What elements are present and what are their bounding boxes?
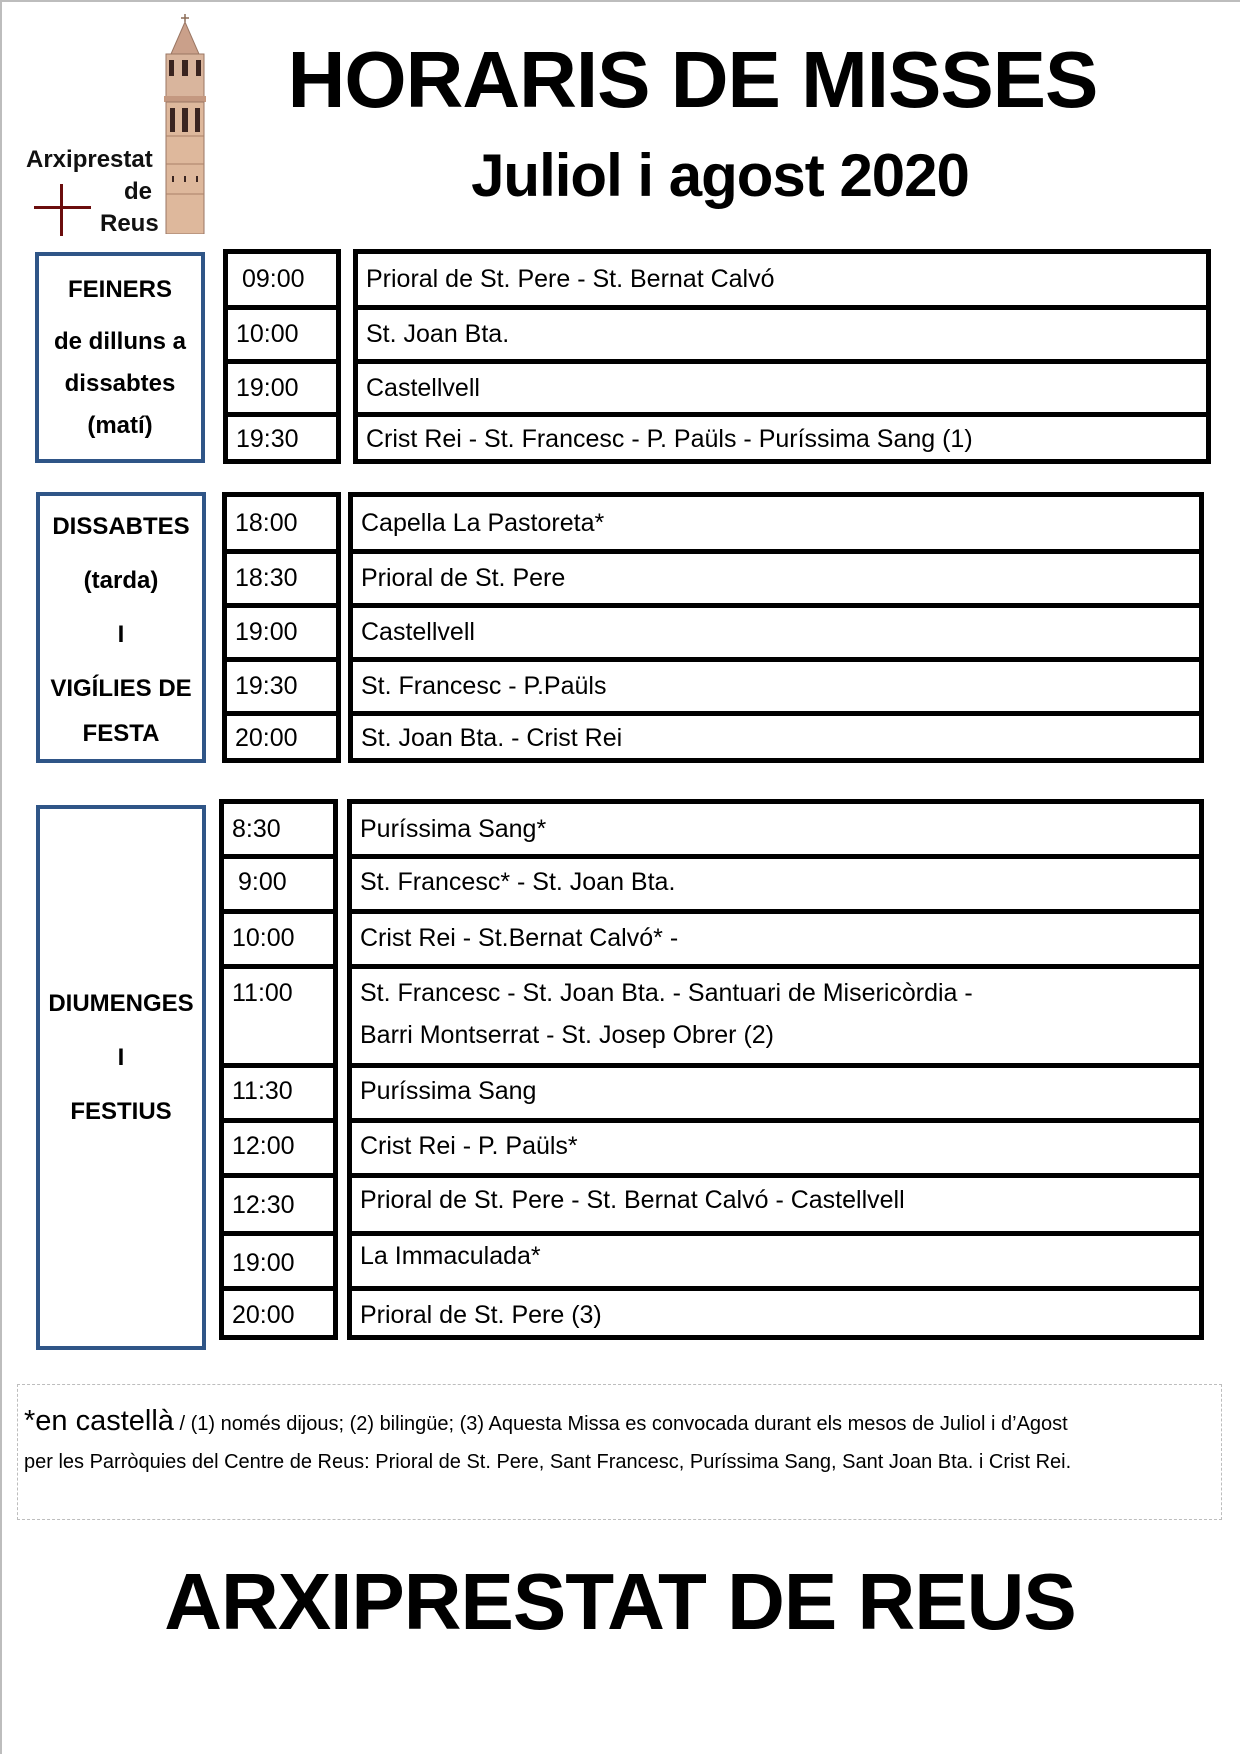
label-line: (matí) <box>87 411 153 439</box>
times-column-weekdays <box>223 249 341 464</box>
places-cell: Puríssima Sang <box>352 1063 1199 1118</box>
places-cell: Castellvell <box>353 603 1199 657</box>
label-line: I <box>117 1044 125 1071</box>
cross-bar <box>34 206 91 209</box>
section-label-weekdays <box>35 252 205 463</box>
footnote-line1 <box>24 1405 1068 1438</box>
page-title: HORARIS DE MISSES <box>287 35 1098 124</box>
places-cell: Prioral de St. Pere <box>353 549 1199 603</box>
places-cell: Prioral de St. Pere - St. Bernat Calvó <box>366 265 775 293</box>
time-cell: 11:00 <box>224 964 333 1063</box>
places-cell: Prioral de St. Pere - St. Bernat Calvó - Castellvell <box>352 1173 1199 1231</box>
time-cell: 19:30 <box>228 412 336 459</box>
page-subtitle: Juliol i agost 2020 <box>471 142 969 209</box>
time-cell: 8:30 <box>232 815 281 843</box>
places-column-saturdays <box>348 492 1204 763</box>
logo <box>20 14 216 236</box>
places-cell: Crist Rei - St. Francesc - P. Paüls - Puríssima Sang (1) <box>358 412 1206 459</box>
time-cell: 20:00 <box>227 711 336 758</box>
time-cell: 18:30 <box>227 549 336 603</box>
section-label-sundays <box>36 805 206 1350</box>
time-cell: 19:00 <box>227 603 336 657</box>
label-line: dissabtes <box>64 369 176 397</box>
places-cell: Crist Rei - St.Bernat Calvó* - <box>352 909 1199 964</box>
label-line: FESTIUS <box>70 1098 172 1125</box>
cross-icon <box>60 184 63 236</box>
time-cell: 19:00 <box>228 359 336 412</box>
bell-tower-icon <box>156 14 214 234</box>
footnote-asterisk-note: *en castellà <box>24 1405 174 1437</box>
places-cell: Castellvell <box>358 359 1206 412</box>
footer-title: ARXIPRESTAT DE REUS <box>164 1557 1076 1646</box>
footnote-line2: per les Parròquies del Centre de Reus: Prioral de St. Pere, Sant Francesc, Puríssima Sang, Sant Joan Bta. i Crist Rei. <box>24 1451 1072 1473</box>
label-line: VIGÍLIES DE <box>50 675 192 702</box>
logo-text-line1: Arxiprestat <box>26 146 153 173</box>
places-cell: St. Francesc - St. Joan Bta. - Santuari de Misericòrdia - Barri Montserrat - St. Josep Obrer (2) <box>352 964 1199 1063</box>
places-cell: St. Joan Bta. - Crist Rei <box>353 711 1199 758</box>
places-cell: St. Joan Bta. <box>358 305 1206 359</box>
time-cell: 10:00 <box>228 305 336 359</box>
label-line: DISSABTES <box>52 513 190 540</box>
places-cell: Puríssima Sang* <box>360 815 547 843</box>
logo-text-line2: de <box>124 178 153 205</box>
label-line: (tarda) <box>83 567 159 594</box>
places-column-weekdays <box>353 249 1211 464</box>
times-column-sundays <box>219 799 338 1340</box>
places-column-sundays <box>347 799 1204 1340</box>
label-line: DIUMENGES <box>48 990 194 1017</box>
footnote-notes: / (1) només dijous; (2) bilingüe; (3) Aquesta Missa es convocada durant els mesos de Juliol i d’Agost <box>173 1413 1068 1435</box>
time-cell: 09:00 <box>242 265 305 293</box>
places-cell: Prioral de St. Pere (3) <box>352 1286 1199 1335</box>
places-cell: St. Francesc - P.Paüls <box>353 657 1199 711</box>
time-cell: 11:30 <box>224 1063 333 1118</box>
time-cell: 19:00 <box>224 1231 333 1286</box>
places-cell: Capella La Pastoreta* <box>361 509 605 537</box>
time-cell: 9:00 <box>224 854 333 909</box>
label-line: FEINERS <box>67 275 172 303</box>
times-column-saturdays <box>222 492 341 763</box>
time-cell: 12:30 <box>224 1173 333 1231</box>
time-cell: 19:30 <box>227 657 336 711</box>
time-cell: 10:00 <box>224 909 333 964</box>
places-cell: St. Francesc* - St. Joan Bta. <box>352 854 1199 909</box>
logo-text-line3: Reus <box>100 210 159 237</box>
label-line: de dilluns a <box>53 327 187 355</box>
places-cell: La Immaculada* <box>352 1231 1199 1286</box>
label-line: FESTA <box>82 720 160 747</box>
places-cell: Crist Rei - P. Paüls* <box>352 1118 1199 1173</box>
time-cell: 18:00 <box>235 509 298 537</box>
section-label-saturdays <box>36 492 206 763</box>
time-cell: 12:00 <box>224 1118 333 1173</box>
label-line: I <box>117 621 125 648</box>
footnote-box <box>17 1384 1222 1520</box>
time-cell: 20:00 <box>224 1286 333 1335</box>
